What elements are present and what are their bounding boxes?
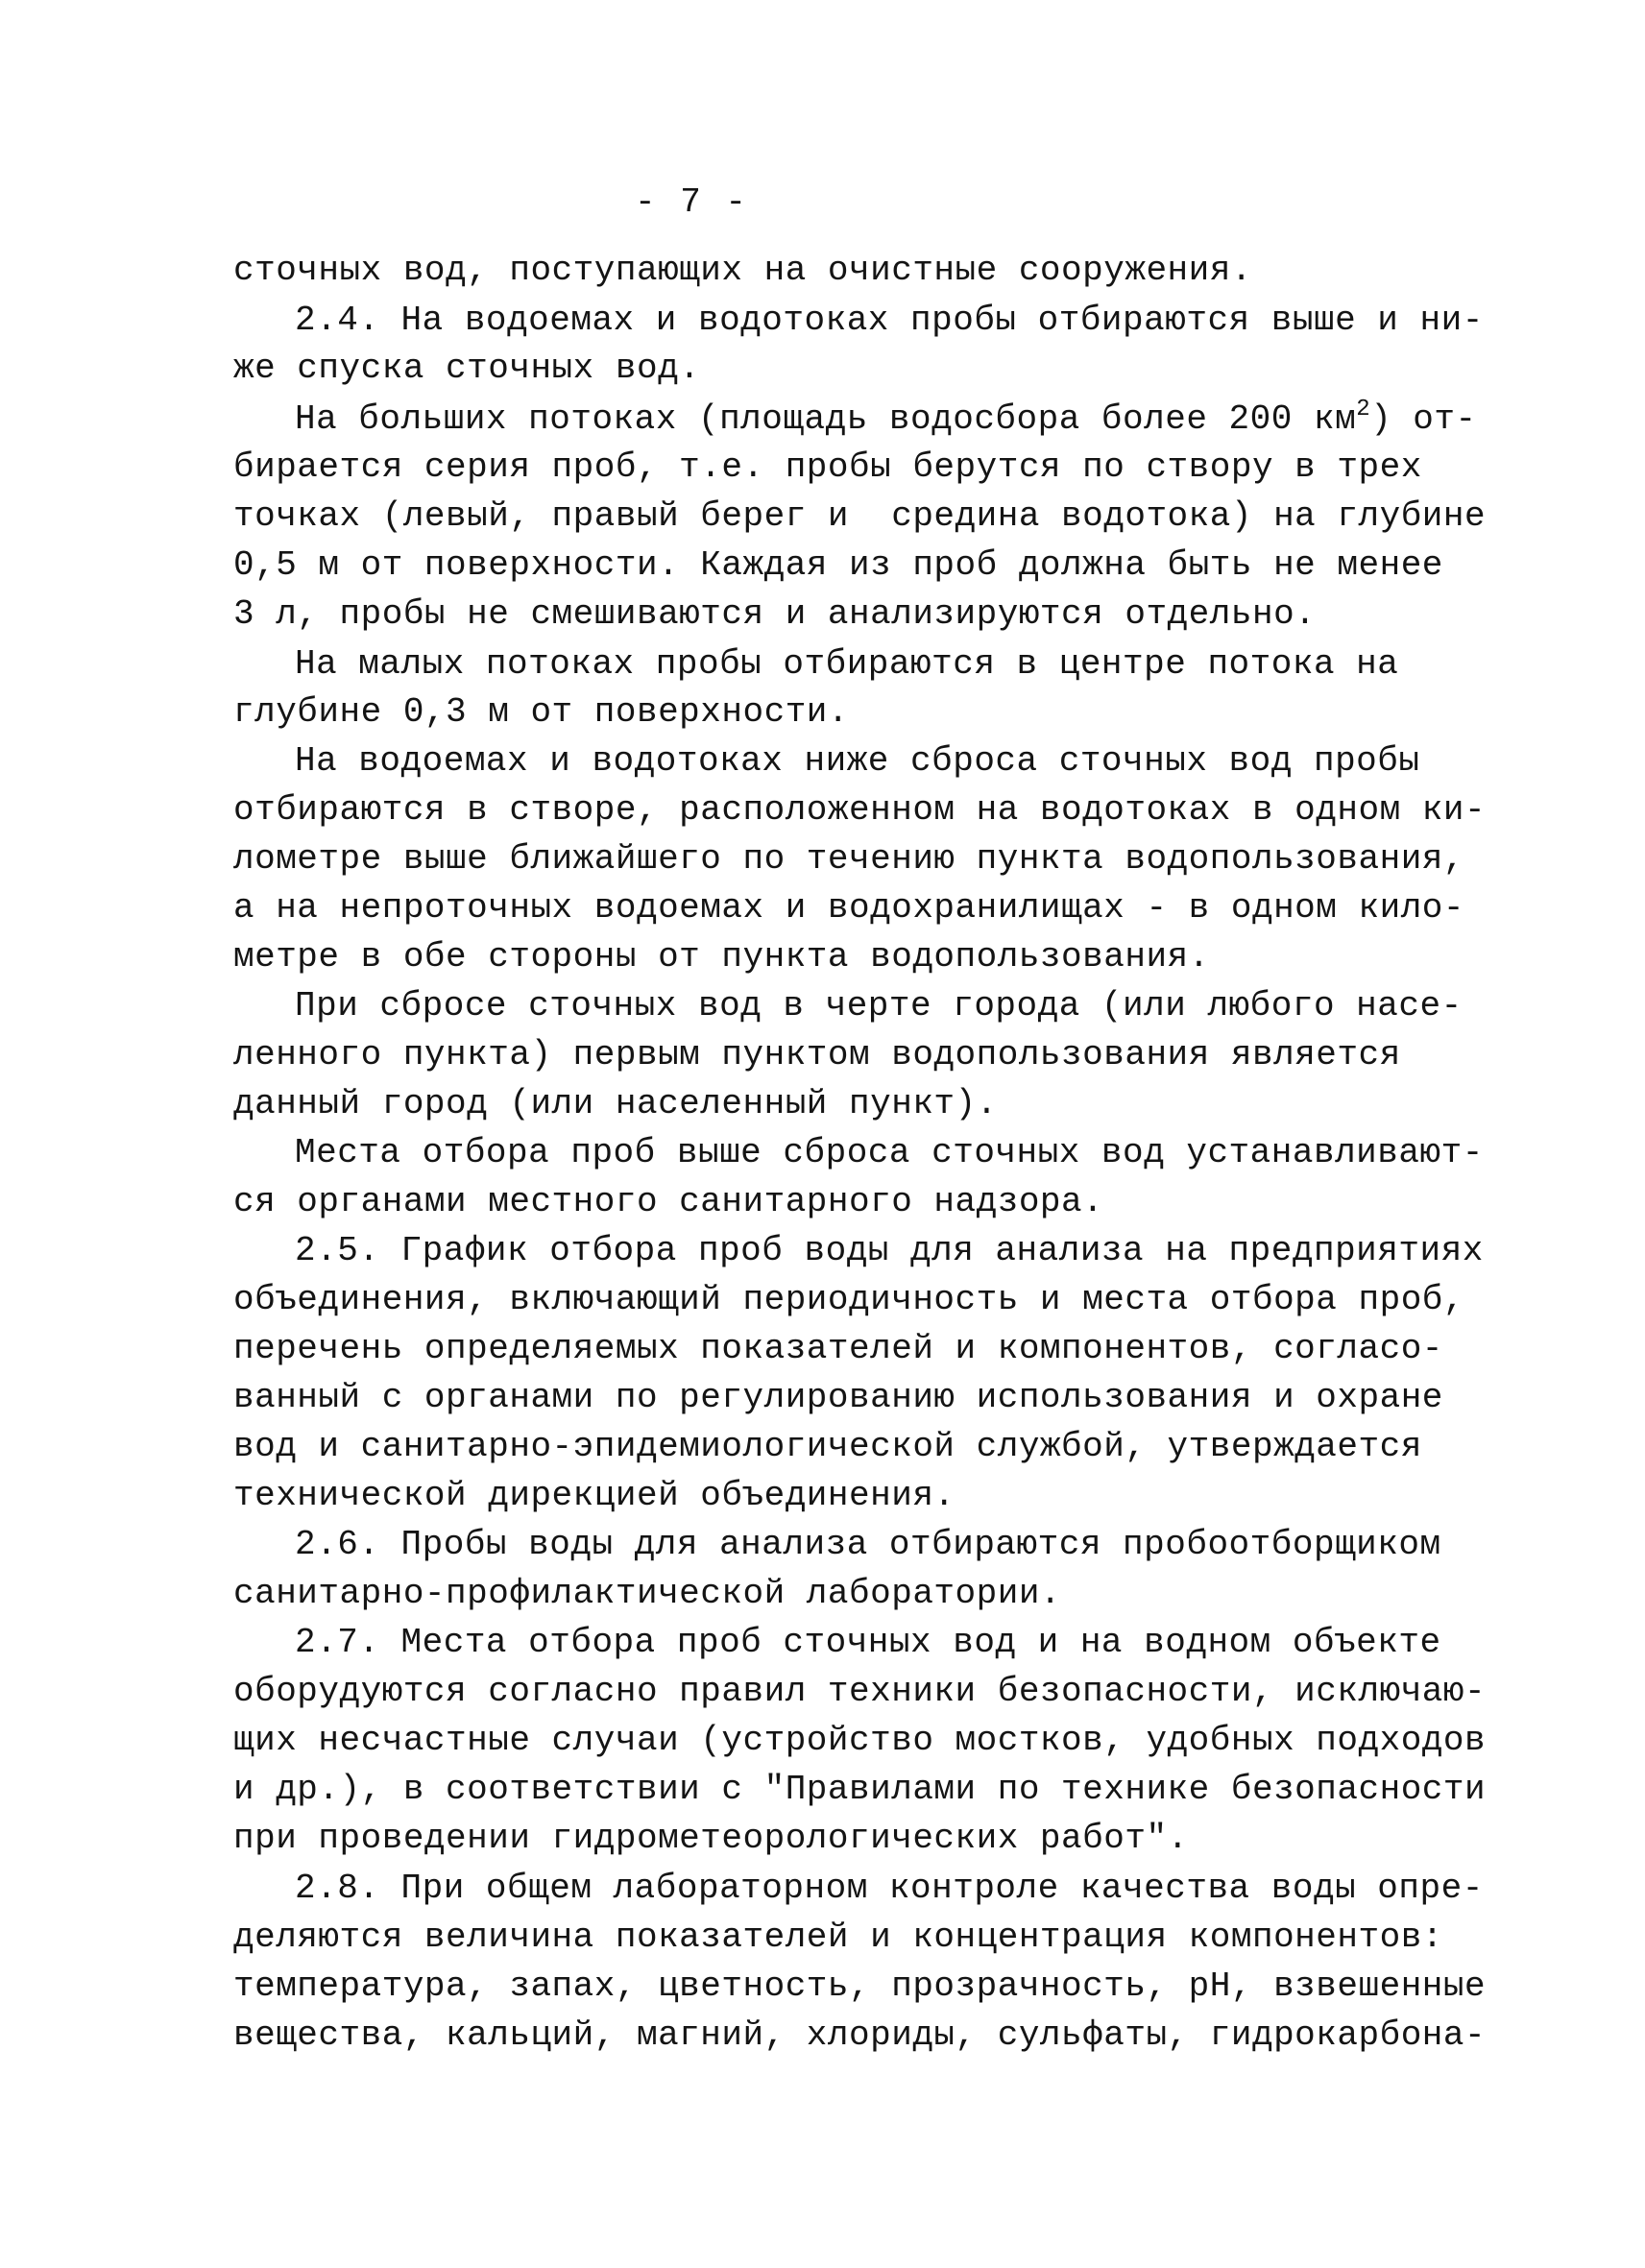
text-line: деляются величина показателей и концентрация компонентов: bbox=[233, 1918, 1443, 1957]
text-line: глубине 0,3 м от поверхности. bbox=[233, 692, 850, 732]
text-line: отбираются в створе, расположенном на водотоках в одном ки- bbox=[233, 790, 1487, 830]
text-segment: На больших потоках (площадь водосбора более 200 км bbox=[295, 399, 1357, 439]
text-line: точках (левый, правый берег и средина водотока) на глубине bbox=[233, 496, 1487, 536]
text-line: бирается серия проб, т.е. пробы берутся по створу в трех bbox=[233, 447, 1422, 487]
superscript: 2 bbox=[1356, 397, 1371, 422]
text-line: щих несчастные случаи (устройство мостков, удобных подходов bbox=[233, 1721, 1487, 1760]
text-line: температура, запах, цветность, прозрачность, рН, взвешенные bbox=[233, 1966, 1487, 2006]
text-line: лометре выше ближайшего по течению пункта водопользования, bbox=[233, 839, 1465, 879]
text-line: метре в обе стороны от пункта водопользования. bbox=[233, 937, 1210, 977]
text-line: оборудуются согласно правил техники безопасности, исключаю- bbox=[233, 1672, 1487, 1711]
text-line: данный город (или населенный пункт). bbox=[233, 1084, 998, 1123]
text-line: и др.), в соответствии с "Правилами по технике безопасности bbox=[233, 1770, 1487, 1809]
text-segment: ) от- bbox=[1370, 399, 1477, 439]
text-line: 2.7. Места отбора проб сточных вод и на водном объекте bbox=[295, 1623, 1441, 1662]
text-line: На водоемах и водотоках ниже сброса сточных вод пробы bbox=[295, 741, 1420, 781]
text-line: На малых потоках пробы отбираются в центре потока на bbox=[295, 644, 1399, 684]
text-line: 2.5. График отбора проб воды для анализа на предприятиях bbox=[295, 1231, 1484, 1270]
text-line: 2.6. Пробы воды для анализа отбираются пробоотборщиком bbox=[295, 1525, 1441, 1564]
text-line: при проведении гидрометеорологических работ". bbox=[233, 1819, 1189, 1858]
text-line: 0,5 м от поверхности. Каждая из проб должна быть не менее bbox=[233, 545, 1443, 585]
text-line: вод и санитарно-эпидемиологической службой, утверждается bbox=[233, 1427, 1422, 1466]
text-line: 2.8. При общем лабораторном контроле качества воды опре- bbox=[295, 1869, 1484, 1908]
text-line: сточных вод, поступающих на очистные сооружения. bbox=[233, 251, 1252, 290]
text-line: вещества, кальций, магний, хлориды, сульфаты, гидрокарбона- bbox=[233, 2015, 1487, 2055]
text-line: 2.4. На водоемах и водотоках пробы отбираются выше и ни- bbox=[295, 301, 1484, 340]
text-line: ленного пункта) первым пунктом водопользования является bbox=[233, 1035, 1401, 1074]
text-line: технической дирекцией объединения. bbox=[233, 1476, 956, 1515]
page-number: - 7 - bbox=[634, 182, 749, 222]
text-line-with-superscript bbox=[295, 397, 1477, 439]
text-line: а на непроточных водоемах и водохранилищах - в одном кило- bbox=[233, 888, 1465, 928]
text-line: санитарно-профилактической лаборатории. bbox=[233, 1574, 1062, 1613]
text-line: же спуска сточных вод. bbox=[233, 349, 701, 388]
text-line: ся органами местного санитарного надзора. bbox=[233, 1182, 1104, 1221]
text-line: Места отбора проб выше сброса сточных вод устанавливают- bbox=[295, 1133, 1484, 1172]
text-line: При сбросе сточных вод в черте города (или любого насе- bbox=[295, 986, 1463, 1025]
text-line: ванный с органами по регулированию использования и охране bbox=[233, 1378, 1443, 1417]
text-line: 3 л, пробы не смешиваются и анализируются отдельно. bbox=[233, 594, 1317, 634]
text-line: объединения, включающий периодичность и места отбора проб, bbox=[233, 1280, 1465, 1319]
text-line: перечень определяемых показателей и компонентов, согласо- bbox=[233, 1329, 1443, 1368]
